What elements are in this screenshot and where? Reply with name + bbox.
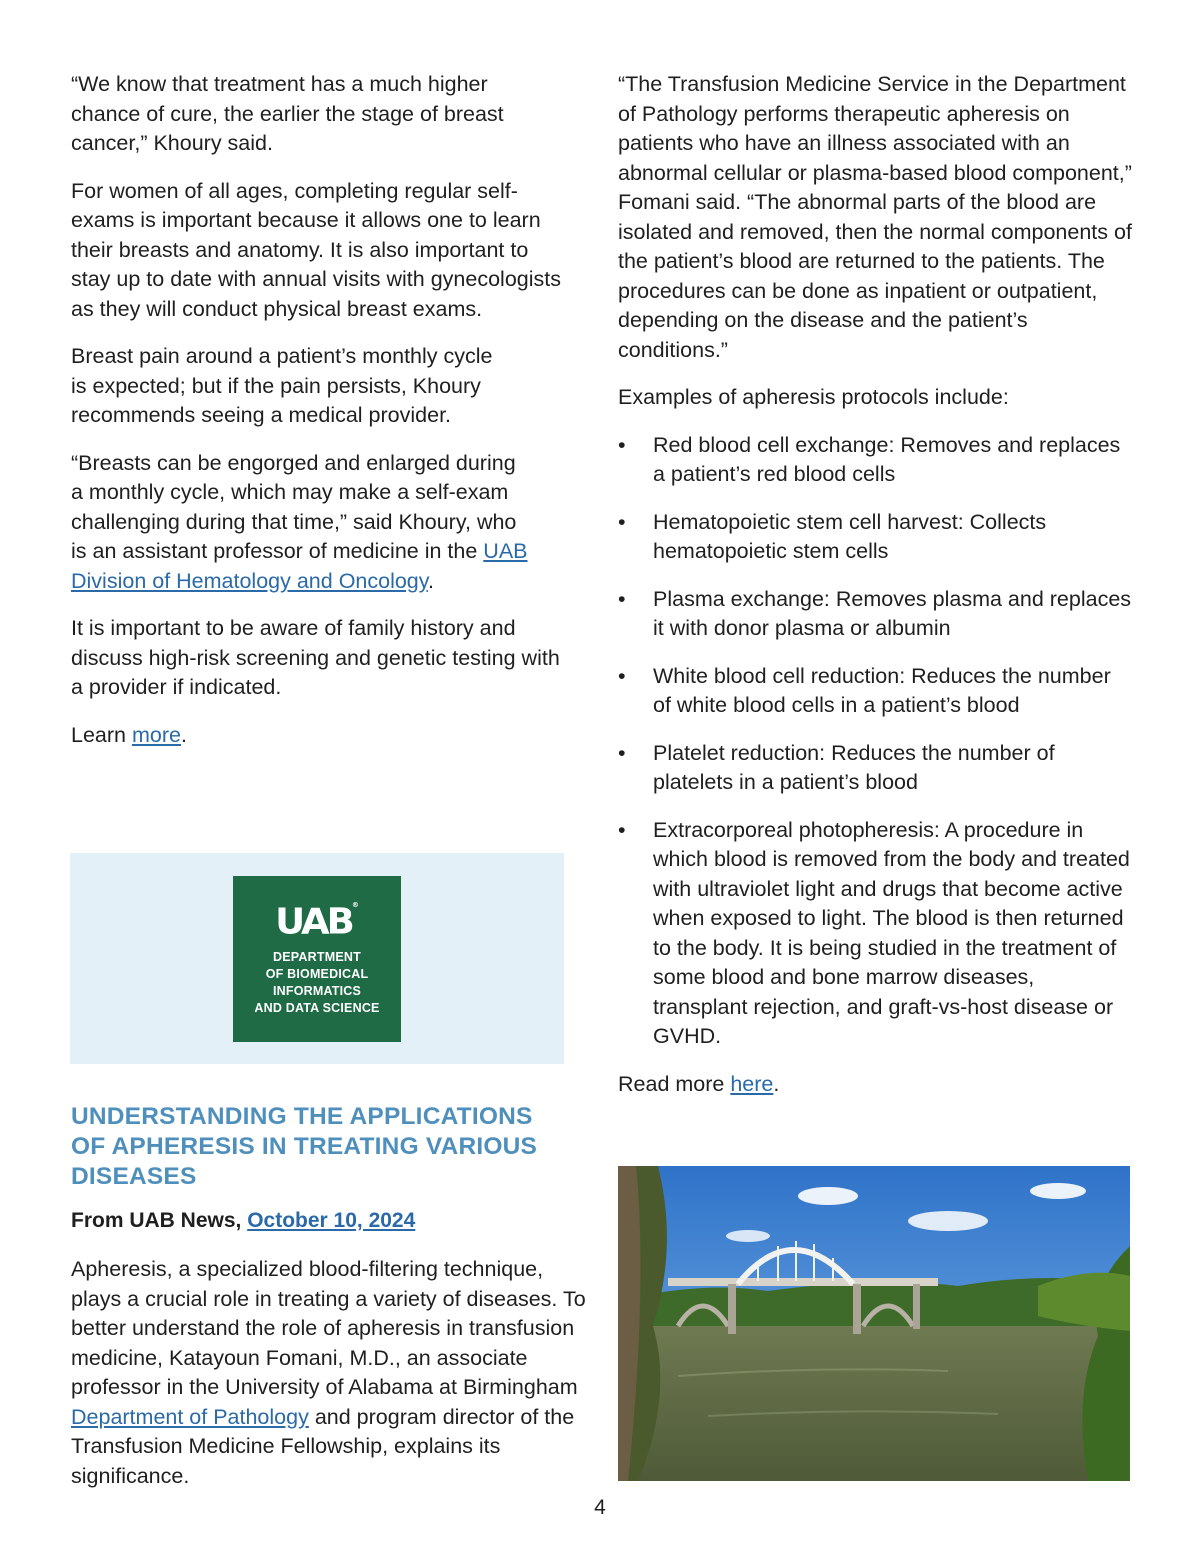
learn-prefix: Learn [71,722,132,747]
read-more-line [618,1070,1133,1100]
transfusion-quote-paragraph: “The Transfusion Medicine Service in the Department of Pathology performs therapeutic apheresis on patients who have an illness associated with an abnormal cellular or plasma-based blood component,” Fomani said. “The abnormal parts of the blood are isolated and removed, then the normal components of the patient’s blood are returned to the patients. The procedures can be done as inpatient or outpatient, depending on the disease and the patient’s conditions.” [618,72,1132,362]
examples-intro: Examples of apheresis protocols include: [618,385,1009,409]
uab-logo-mark: UAB® [275,901,359,942]
bullet-icon: • [618,740,626,765]
bullet-icon: • [618,509,626,534]
read-more-link[interactable]: here [730,1071,774,1096]
quote-paragraph: “We know that treatment has a much higher chance of cure, the earlier the stage of breast cancer,” Khoury said. [71,72,504,155]
page-number: 4 [594,1496,606,1519]
bridge-river-photo [618,1166,1130,1481]
family-history-paragraph: It is important to be aware of family history and discuss high-risk screening and genetic testing with a provider if indicated. [71,616,560,699]
engorged-text: “Breasts can be engorged and enlarged during a monthly cycle, which may make a self-exam challenging during that time,” said Khoury, who is an assistant professor of medicine in the [71,450,517,563]
protocol-list [618,431,1133,1052]
intro-text: Apheresis, a specialized blood-filtering technique, plays a crucial role in treating a variety of diseases. To better understand the role of apheresis in transfusion medicine, Katayoun Fomani, M.D., an associate professor in the University of Alabama at Birmingham [71,1257,586,1399]
list-item: • Platelet reduction: Reduces the number of platelets in a patient’s blood [618,740,1055,794]
learn-more-line [71,721,586,751]
list-item: • White blood cell reduction: Reduces the number of white blood cells in a patient’s blood [618,663,1111,717]
byline-source: From UAB News, [71,1209,248,1232]
bullet-icon: • [618,663,626,688]
apheresis-intro [71,1255,586,1509]
read-prefix: Read more [618,1071,731,1096]
read-end: . [773,1071,780,1096]
bullet-icon: • [618,432,626,457]
logo-department-text: DEPARTMENT OF BIOMEDICAL INFORMATICS AND DATA SCIENCE [254,950,380,1015]
intro-end: and program director of the Transfusion Medicine Fellowship, explains its significance. [71,1404,575,1488]
right-column [618,70,1133,1117]
department-logo-panel [70,853,564,1064]
engorged-paragraph [71,449,586,597]
bullet-icon: • [618,817,626,842]
article-heading: UNDERSTANDING THE APPLICATIONS OF APHERESIS IN TREATING VARIOUS DISEASES [71,1103,538,1190]
breast-pain-paragraph: Breast pain around a patient’s monthly cycle is expected; but if the pain persists, Khoury recommends seeing a medical provider. [71,344,493,427]
engorged-end: . [427,568,434,593]
learn-end: . [180,722,187,747]
list-item: • Hematopoietic stem cell harvest: Collects hematopoietic stem cells [618,509,1047,563]
hematology-oncology-link[interactable]: UAB Division of Hematology and Oncology [71,539,528,593]
department-pathology-link[interactable]: Department of Pathology [71,1404,309,1429]
list-item: • Red blood cell exchange: Removes and replaces a patient’s red blood cells [618,432,1121,486]
byline-date-link[interactable]: October 10, 2024 [247,1209,416,1232]
learn-more-link[interactable]: more [131,722,181,747]
bridge-photo-illustration [618,1166,1130,1481]
list-item: • Plasma exchange: Removes plasma and replaces it with donor plasma or albumin [618,586,1132,640]
apheresis-intro-paragraph [71,1255,586,1491]
article-byline [71,1209,415,1233]
list-item: • Extracorporeal photopheresis: A procedure in which blood is removed from the body and treated with ultraviolet light and drugs that become active when exposed to light. The blood is then returned to the body. It is being studied in the treatment of some blood and bone marrow diseases, transplant rejection, and graft-vs-host disease or GVHD. [618,817,1130,1048]
uab-dbids-logo [233,876,401,1042]
left-column [71,70,586,768]
self-exam-paragraph: For women of all ages, completing regular self- exams is important because it allows one to learn their breasts and anatomy. It is also important to stay up to date with annual visits with gynecologists as they will conduct physical breast exams. [71,178,561,321]
bullet-icon: • [618,586,626,611]
